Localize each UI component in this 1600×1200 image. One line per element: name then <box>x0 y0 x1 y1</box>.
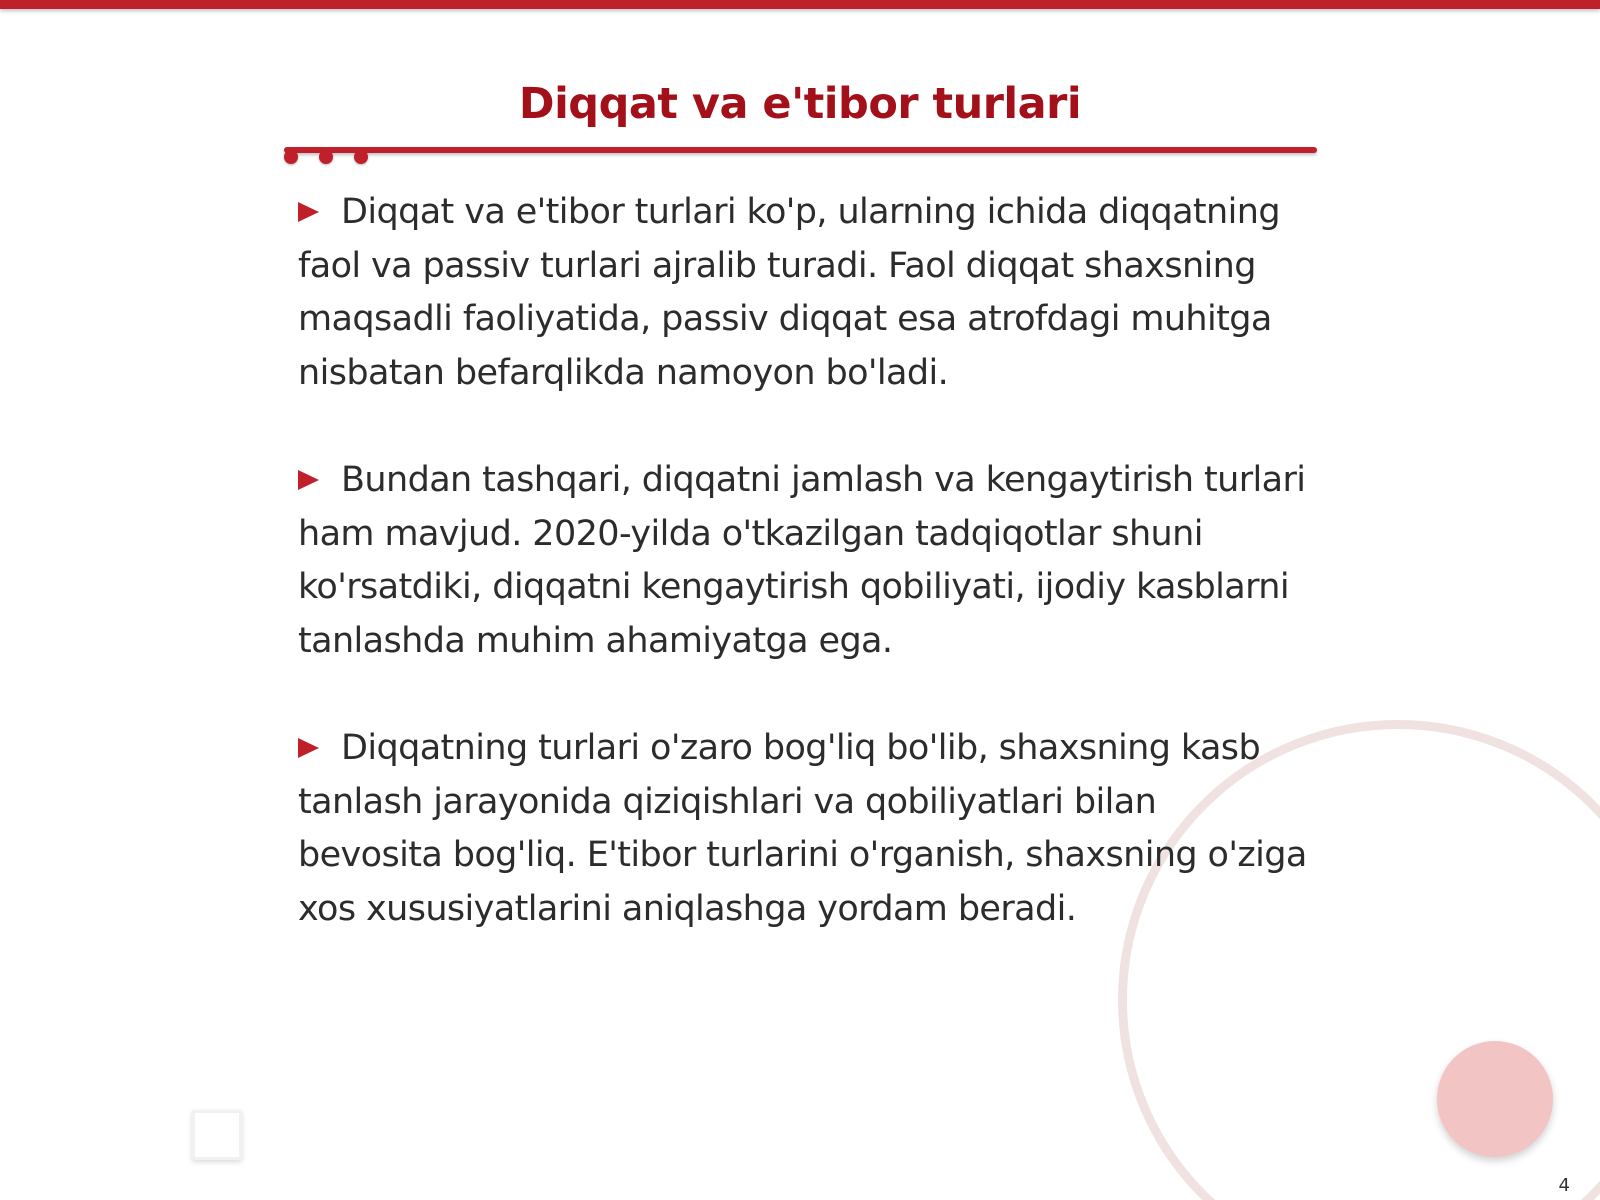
decor-circle <box>1437 1041 1553 1157</box>
bullet-paragraph <box>298 186 1308 400</box>
top-accent-bar <box>0 0 1600 9</box>
triangle-right-icon <box>298 470 319 490</box>
decor-dot <box>284 150 298 164</box>
bullet-paragraph <box>298 454 1308 668</box>
slide-content <box>298 186 1308 990</box>
triangle-right-icon <box>298 202 319 222</box>
decor-square <box>192 1110 242 1160</box>
decor-dot <box>354 150 368 164</box>
slide-title: Diqqat va e'tibor turlari <box>518 79 1082 129</box>
decor-dot <box>319 150 333 164</box>
bullet-paragraph <box>298 722 1308 936</box>
paragraph-text: Diqqatning turlari o'zaro bog'liq bo'lib, shaxsning kasb tanlash jarayonida qiziqishlari va qobiliyatlari bilan bevosita bog'liq. E'tibor turlarini o'rganish, shaxsning o'ziga xos xususiyatlarini aniqlashga yordam beradi. <box>298 728 1307 929</box>
title-underline <box>284 147 1317 153</box>
paragraph-text: Diqqat va e'tibor turlari ko'p, ularning ichida diqqatning faol va passiv turlari ajralib turadi. Faol diqqat shaxsning maqsadli faoliyatida, passiv diqqat esa atrofdagi muhitga nisbatan befarqlikda namoyon bo'ladi. <box>298 192 1280 393</box>
paragraph-text: Bundan tashqari, diqqatni jamlash va kengaytirish turlari ham mavjud. 2020-yilda o'tkazilgan tadqiqotlar shuni ko'rsatdiki, diqqatni kengaytirish qobiliyati, ijodiy kasblarni tanlashda muhim ahamiyatga ega. <box>298 460 1306 661</box>
triangle-right-icon <box>298 738 319 758</box>
page-number: 4 <box>1558 1175 1570 1196</box>
